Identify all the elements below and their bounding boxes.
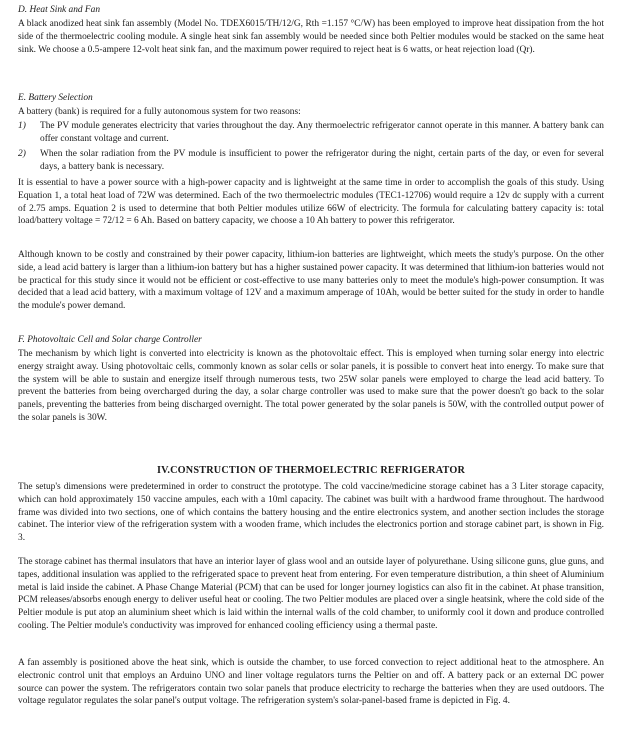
section-iv-heading: IV.CONSTRUCTION OF THERMOELECTRIC REFRIGERATOR <box>156 465 466 476</box>
list-item-number: 1) <box>18 121 26 131</box>
section-e-intro: A battery (bank) is required for a fully autonomous system for two reasons: <box>18 107 301 117</box>
section-d-heading: D. Heat Sink and Fan <box>18 5 101 15</box>
list-item-text: The PV module generates electricity that varies throughout the day. Any thermoelectric refrigerator cannot operate in this manner. A battery bank can offer constant voltage and current. <box>40 121 604 145</box>
section-f-heading: F. Photovoltaic Cell and Solar charge Controller <box>18 335 202 345</box>
section-e-heading: E. Battery Selection <box>18 93 93 103</box>
section-e-paragraph: Although known to be costly and constrained by their power capacity, lithium-ion batteries are lightweight, which meets the study's purpose. On the other side, a lead acid battery is larger than a lithium-ion battery but has a higher sustained power capacity. It was determined that lithium-ion batteries would not be practical for this study since it would not be efficient or cost-effective to use many batteries only to meet the module's high-power consumption. It was decided that a lead acid battery, with a maximum voltage of 12V and a maximum amperage of 10Ah, would be better suited for the study in order to handle the module's power demand. <box>18 250 604 312</box>
list-item-number: 2) <box>18 149 26 159</box>
section-e-paragraph: It is essential to have a power source with a high-power capacity and is lightweight at the same time in order to accomplish the goals of this study. Using Equation 1, a total heat load of 72W was determined. Each of the two thermoelectric modules (TEC1-12706) would require a 12v dc supply with a current of 2.75 amps. Equation 2 is used to determine that both Peltier modules utilize 66W of electricity. The formula for calculating battery capacity is: total load/battery voltage = 72/12 = 6 Ah. Based on battery capacity, we choose a 10 Ah battery to power this refrigerator. <box>18 178 604 227</box>
section-iv-paragraph: The setup's dimensions were predetermined in order to construct the prototype. The cold vaccine/medicine storage cabinet has a 3 Liter storage capacity, which can hold approximately 150 vaccine ampules, each with a 10ml capacity. The cabinet was built with a hardwood frame throughout. The hardwood frame was divided into two sections, one of which contains the battery housing and the entire electronics system, and another section includes the storage cabinet. The interior view of the refrigeration system with a wooden frame, which includes the electronics portion and storage cabinet part, is shown in Fig. 3. <box>18 482 604 544</box>
list-item-text: When the solar radiation from the PV module is insufficient to power the refrigerator during the night, certain parts of the day, or even for several days, a battery bank is necessary. <box>40 149 604 173</box>
section-iv-paragraph: The storage cabinet has thermal insulators that have an interior layer of glass wool and an outside layer of polyurethane. Using silicone guns, glue guns, and tapes, additional insulation was applied to the refrigerated space to prevent heat from entering. For even temperature distribution, a thin sheet of Aluminium metal is laid inside the cabinet. A Phase Change Material (PCM) that can be used for longer journey logistics can also fit in the cabinet. At phase transition, PCM releases/absorbs enough energy to deliver useful heat or cooling. The two Peltier modules are placed over a single heatsink, where the cold side of the Peltier module is put atop an aluminium sheet which is laid within the internal walls of the cold chamber, to uniformly cool it down and produce controlled cooling. The Peltier module's conductivity was improved for enhanced cooling efficiency using a thermal paste. <box>18 557 604 631</box>
list-item <box>18 120 604 146</box>
section-f-body: The mechanism by which light is converted into electricity is known as the photovoltaic effect. This is employed when turning solar energy into electric energy straight away. Using photovoltaic cells, commonly known as solar cells or solar panels, it is possible to convert heat into energy. To make sure that the system will be able to sustain and energize itself through numerous tests, two 25W solar panels were employed to charge the lead acid battery. To prevent the batteries from being overcharged during the day, a solar charge controller was used to make sure that the power doesn't go back to the solar panels, preventing the batteries from being discharged overnight. The total power generated by the solar panels is 50W, with the controlled output power of the solar panels is 30W. <box>18 349 604 423</box>
list-item <box>18 148 604 174</box>
section-iv-paragraph: A fan assembly is positioned above the heat sink, which is outside the chamber, to use forced convection to reject additional heat to the atmosphere. An electronic control unit that employs an Arduino UNO and liner voltage regulators turns the Peltier on and off. A battery pack or an external DC power source can power the system. The refrigerators contain two solar panels that produce electricity to recharge the batteries when they are used outdoors. The voltage regulator regulates the solar panel's output voltage. The refrigeration system's solar-panel-based frame is depicted in Fig. 4. <box>18 658 604 707</box>
section-d-body: A black anodized heat sink fan assembly (Model No. TDEX6015/TH/12/G, Rth =1.157 °C/W) has been employed to improve heat dissipation from the hot side of the thermoelectric cooling module. A single heat sink fan assembly would be needed since both Peltier modules would be stacked on the same heat sink. We choose a 0.5-ampere 12-volt heat sink fan, and the maximum power required to reject heat is 6 watts, or heat rejection load (Qr). <box>18 19 604 56</box>
